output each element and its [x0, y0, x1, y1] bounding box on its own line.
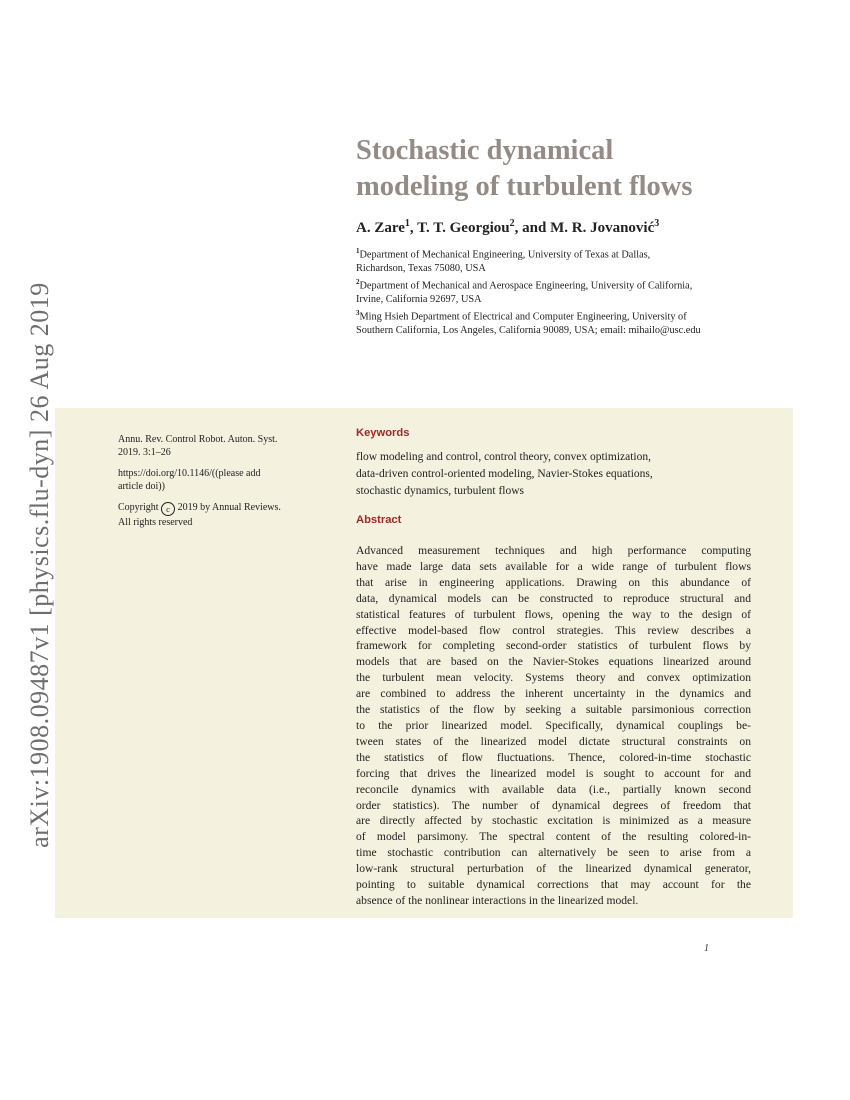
- author-name: M. R. Jovanović: [550, 220, 655, 236]
- paper-title: [356, 133, 816, 205]
- abstract-line: the statistics of the flow by seeking a suitable parsimonious correction: [356, 703, 751, 717]
- abstract-line: are combined to address the inherent uncertainty in the dynamics and: [356, 687, 751, 701]
- journal-volume-line: 2019. 3:1–26: [118, 447, 171, 458]
- keywords-line: stochastic dynamics, turbulent flows: [356, 485, 524, 497]
- abstract-heading: Abstract: [356, 514, 402, 526]
- keywords-heading: Keywords: [356, 427, 410, 439]
- title-line-2: modeling of turbulent flows: [356, 171, 693, 202]
- doi-line: https://doi.org/10.1146/((please add: [118, 468, 261, 479]
- author-name: T. T. Georgiou: [417, 220, 510, 236]
- abstract-line: absence of the nonlinear interactions in the linearized model.: [356, 893, 639, 907]
- title-line-1: Stochastic dynamical: [356, 135, 614, 166]
- affiliation-number: 1: [356, 247, 360, 255]
- author-affiliation-mark: 2: [509, 218, 515, 229]
- abstract-line: the statistics of flow fluctuations. Thence, colored-in-time stochastic: [356, 750, 751, 764]
- author-list: [356, 218, 659, 237]
- affiliation-item: [356, 307, 776, 338]
- abstract-body: [356, 543, 751, 909]
- abstract-line: that arise in engineering applications. Drawing on this abundance of: [356, 575, 751, 589]
- abstract-line: statistical features of turbulent flows, opening the way to the design of: [356, 607, 751, 621]
- abstract-line: reconcile dynamics with available data (i.e., partially known second: [356, 782, 751, 796]
- copyright-holder: 2019 by Annual Reviews.: [177, 502, 281, 513]
- arxiv-stamp: arXiv:1908.09487v1 [physics.flu-dyn] 26 Aug 2019: [25, 282, 54, 848]
- abstract-line: time stochastic contribution can alternatively be seen to arise from a: [356, 846, 751, 860]
- affiliation-text: Irvine, California 92697, USA: [356, 294, 482, 306]
- rights-statement: All rights reserved: [118, 517, 193, 528]
- keywords-list: [356, 449, 756, 500]
- affiliation-text: Richardson, Texas 75080, USA: [356, 263, 486, 275]
- abstract-line: framework for completing second-order statistics of turbulent flows by: [356, 639, 751, 653]
- doi-line: article doi)): [118, 481, 165, 492]
- abstract-line: data, dynamical models can be constructed to reproduce structural and: [356, 591, 751, 605]
- abstract-line: models that are based on the Navier-Stokes equations linearized around: [356, 655, 751, 669]
- copyright-icon: c: [161, 502, 175, 516]
- affiliation-text: Ming Hsieh Department of Electrical and Computer Engineering, University of: [359, 311, 687, 323]
- keywords-line: flow modeling and control, control theory, convex optimization,: [356, 451, 651, 463]
- abstract-line: forcing that drives the linearized model is sought to account for and: [356, 766, 751, 780]
- affiliations: [356, 245, 776, 338]
- copyright-label: Copyright: [118, 502, 159, 513]
- abstract-line: order statistics). The number of dynamical degrees of freedom that: [356, 798, 751, 812]
- abstract-line: tween states of the linearized model dictate structural constraints on: [356, 734, 751, 748]
- affiliation-text: Department of Mechanical and Aerospace Engineering, University of California,: [359, 280, 693, 292]
- author-separator: ,: [409, 220, 418, 236]
- abstract-line: effective model-based flow control strategies. This review describes a: [356, 623, 751, 637]
- author-affiliation-mark: 3: [654, 218, 660, 229]
- affiliation-text: Department of Mechanical Engineering, University of Texas at Dallas,: [359, 249, 651, 261]
- abstract-line: the turbulent mean velocity. Systems theory and convex optimization: [356, 671, 751, 685]
- author-affiliation-mark: 1: [404, 218, 410, 229]
- abstract-line: of model parsimony. The spectral content of the resulting colored-in-: [356, 830, 751, 844]
- abstract-line: are directly affected by stochastic excitation is minimized as a measure: [356, 814, 751, 828]
- abstract-line: to the prior linearized model. Specifically, dynamical couplings be-: [356, 718, 751, 732]
- abstract-line: pointing to suitable dynamical corrections that may account for the: [356, 878, 751, 892]
- affiliation-item: [356, 245, 776, 276]
- journal-citation: [118, 433, 333, 459]
- journal-line: Annu. Rev. Control Robot. Auton. Syst.: [118, 434, 278, 445]
- affiliation-text: Southern California, Los Angeles, California 90089, USA; email: mihailo@usc.edu: [356, 325, 701, 337]
- author-name: A. Zare: [356, 220, 405, 236]
- affiliation-item: [356, 276, 776, 307]
- page-number: 1: [704, 943, 709, 954]
- author-separator: , and: [514, 220, 551, 236]
- copyright-notice: [118, 501, 333, 529]
- abstract-line: low-rank structural perturbation of the linearized dynamical generator,: [356, 862, 751, 876]
- publication-info: [118, 433, 333, 537]
- affiliation-number: 3: [356, 309, 360, 318]
- abstract-line: Advanced measurement techniques and high performance computing: [356, 544, 751, 557]
- doi: [118, 467, 333, 493]
- abstract-line: have made large data sets available for a wide range of turbulent flows: [356, 559, 751, 573]
- keywords-line: data-driven control-oriented modeling, Navier-Stokes equations,: [356, 468, 653, 480]
- affiliation-number: 2: [356, 278, 360, 287]
